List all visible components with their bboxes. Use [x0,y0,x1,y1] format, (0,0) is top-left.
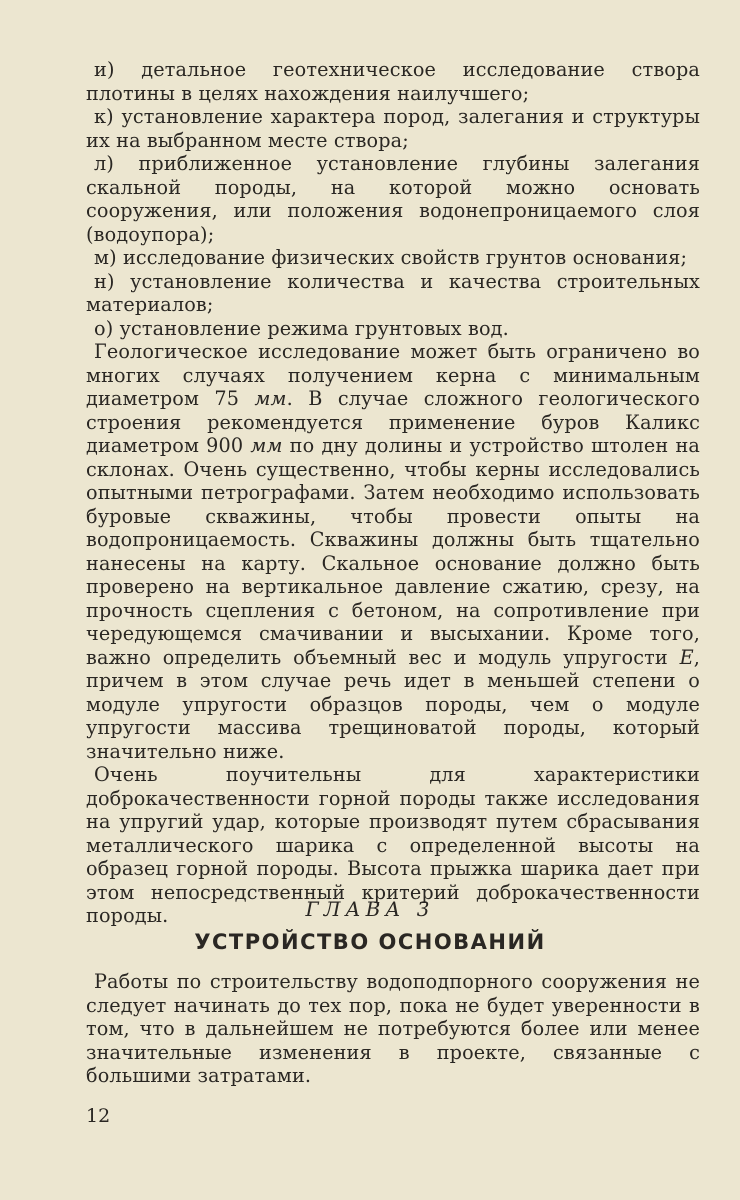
list-item: к) установление характера пород, залегания и структуры их на выбранном месте створа; [86,105,700,152]
chapter-label: ГЛАВА 3 [305,897,435,921]
paragraph-text: . В случае сложного геологического строения рекомендуется применение буров Каликс диаметром 900 [86,387,700,457]
list-item: и) детальное геотехническое исследование створа плотины в целях нахождения наилучшего; [86,58,700,105]
paragraph-elastic-impact: Очень поучительны для характеристики доброкачественности горной породы также исследования на упругий удар, которые производят путем сбрасывания металлического шарика с определенной высоты на образец горной породы. Высота прыжка шарика дает при этом непосредственный критерий доброкачественности породы. [86,763,700,927]
paragraph-text: Геологическое исследование может быть ограничено во многих случаях получением керна с минимальным диаметром 75 [86,340,700,410]
paragraph-text: по дну долины и устройство штолен на склонах. Очень существенно, чтобы керны исследовались опытными петрографами. Затем необходимо использовать буровые скважины, чтобы провести опыты на водопроницаемость. Скважины должны быть тщательно нанесены на карту. Скальное основание должно быть проверено на вертикальное давление сжатию, срезу, на прочность сцепления с бетоном, на сопротивление при чередующемся смачивании и высыхании. Кроме того, важно определить объемный вес и модуль упругости [86,434,700,669]
modulus-symbol: E [679,645,694,669]
section-text-bottom [86,970,700,1088]
list-item: л) приближенное установление глубины залегания скальной породы, на которой можно основать сооружения, или положения водонепроницаемого слоя (водоупора); [86,152,700,246]
list-item: м) исследование физических свойств грунтов основания; [94,246,688,269]
paragraph-construction-works: Работы по строительству водоподпорного сооружения не следует начинать до тех пор, пока не будет уверенности в том, что в дальнейшем не потребуются более или менее значительные изменения в проекте, связанные с большими затратами. [86,970,700,1087]
list-item: о) установление режима грунтовых вод. [94,316,509,340]
list-item: н) установление количества и качества строительных материалов; [86,269,700,316]
paragraph-text: , причем в этом случае речь идет в меньшей степени о модуле упругости образцов породы, чем о модуле упругости массива трещиноватой породы, который значительно ниже. [86,645,700,763]
chapter-title: УСТРОЙСТВО ОСНОВАНИЙ [194,930,546,954]
unit-label: мм [250,434,283,457]
unit-label: мм [254,387,287,410]
paragraph-geological-study [86,340,700,763]
section-text-top [86,58,700,928]
page-number: 12 [86,1105,111,1127]
